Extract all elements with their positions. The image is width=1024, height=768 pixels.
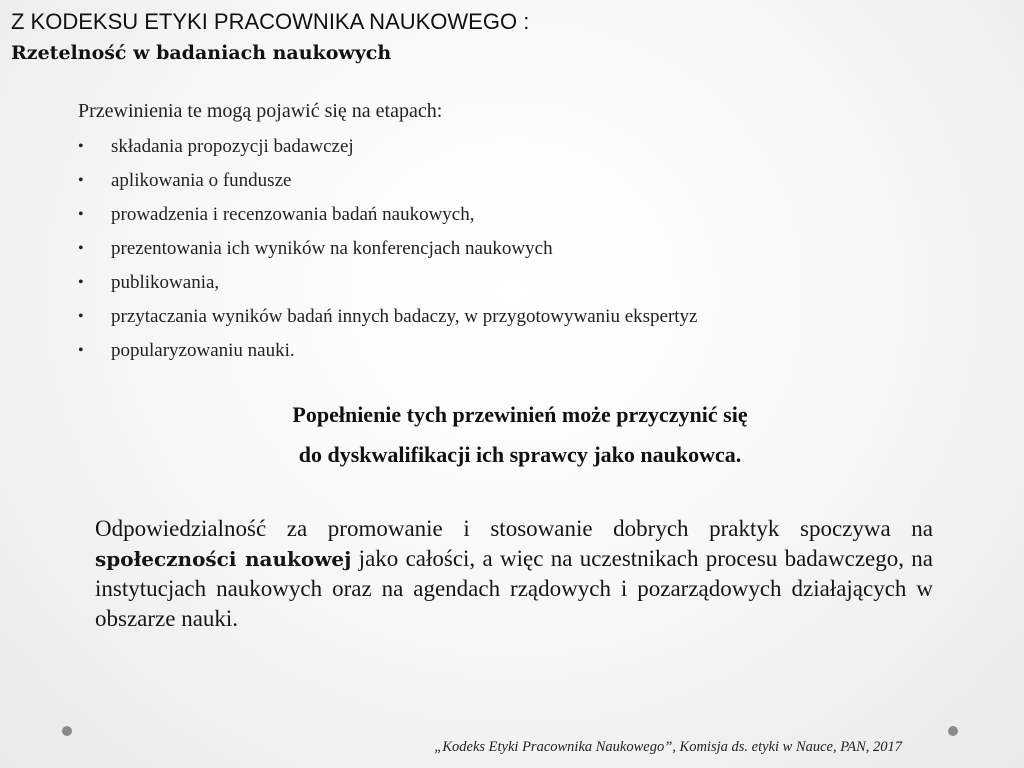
slide-title: Z KODEKSU ETYKI PRACOWNIKA NAUKOWEGO :	[11, 9, 530, 34]
bullet-icon: •	[78, 206, 84, 223]
list-item-text: publikowania,	[111, 272, 220, 293]
stages-list	[78, 133, 698, 371]
responsibility-paragraph	[95, 514, 933, 634]
list-item-text: aplikowania o fundusze	[111, 170, 292, 191]
warning-line-1: Popełnienie tych przewinień może przyczynić się	[292, 402, 748, 427]
responsibility-text-start: Odpowiedzialność za promowanie i stosowanie dobrych praktyk spoczywa na	[95, 516, 933, 541]
responsibility-text-end: jako całości, a więc na uczestnikach procesu badawczego, na instytucjach naukowych oraz na agendach rządowych i pozarządowych działających w obszarze nauki.	[95, 546, 933, 631]
warning-line-2: do dyskwalifikacji ich sprawcy jako naukowca.	[298, 442, 742, 467]
slide-subtitle: Rzetelność w badaniach naukowych	[11, 42, 392, 64]
list-item	[78, 167, 698, 201]
list-item	[78, 201, 698, 235]
list-item-text: prezentowania ich wyników na konferencjach naukowych	[111, 238, 553, 259]
bullet-icon: •	[78, 342, 84, 359]
warning-statement	[0, 395, 1024, 475]
intro-text: Przewinienia te mogą pojawić się na etapach:	[78, 100, 443, 122]
list-item	[78, 133, 698, 167]
list-item-text: prowadzenia i recenzowania badań naukowych,	[111, 204, 475, 225]
bullet-icon: •	[78, 172, 84, 189]
bullet-icon: •	[78, 240, 84, 257]
bullet-icon: •	[78, 138, 84, 155]
list-item	[78, 269, 698, 303]
list-item	[78, 337, 698, 371]
bullet-icon: •	[78, 308, 84, 325]
bullet-icon: •	[78, 274, 84, 291]
list-item-text: popularyzowaniu nauki.	[111, 340, 295, 361]
corner-dot-left-icon	[62, 726, 72, 736]
source-citation: „Kodeks Etyki Pracownika Naukowego”, Komisja ds. etyki w Nauce, PAN, 2017	[434, 739, 902, 755]
list-item	[78, 235, 698, 269]
responsibility-emphasis: społeczności naukowej	[95, 547, 352, 571]
list-item-text: składania propozycji badawczej	[111, 136, 354, 157]
corner-dot-right-icon	[948, 726, 958, 736]
list-item	[78, 303, 698, 337]
list-item-text: przytaczania wyników badań innych badaczy, w przygotowywaniu ekspertyz	[111, 306, 698, 327]
